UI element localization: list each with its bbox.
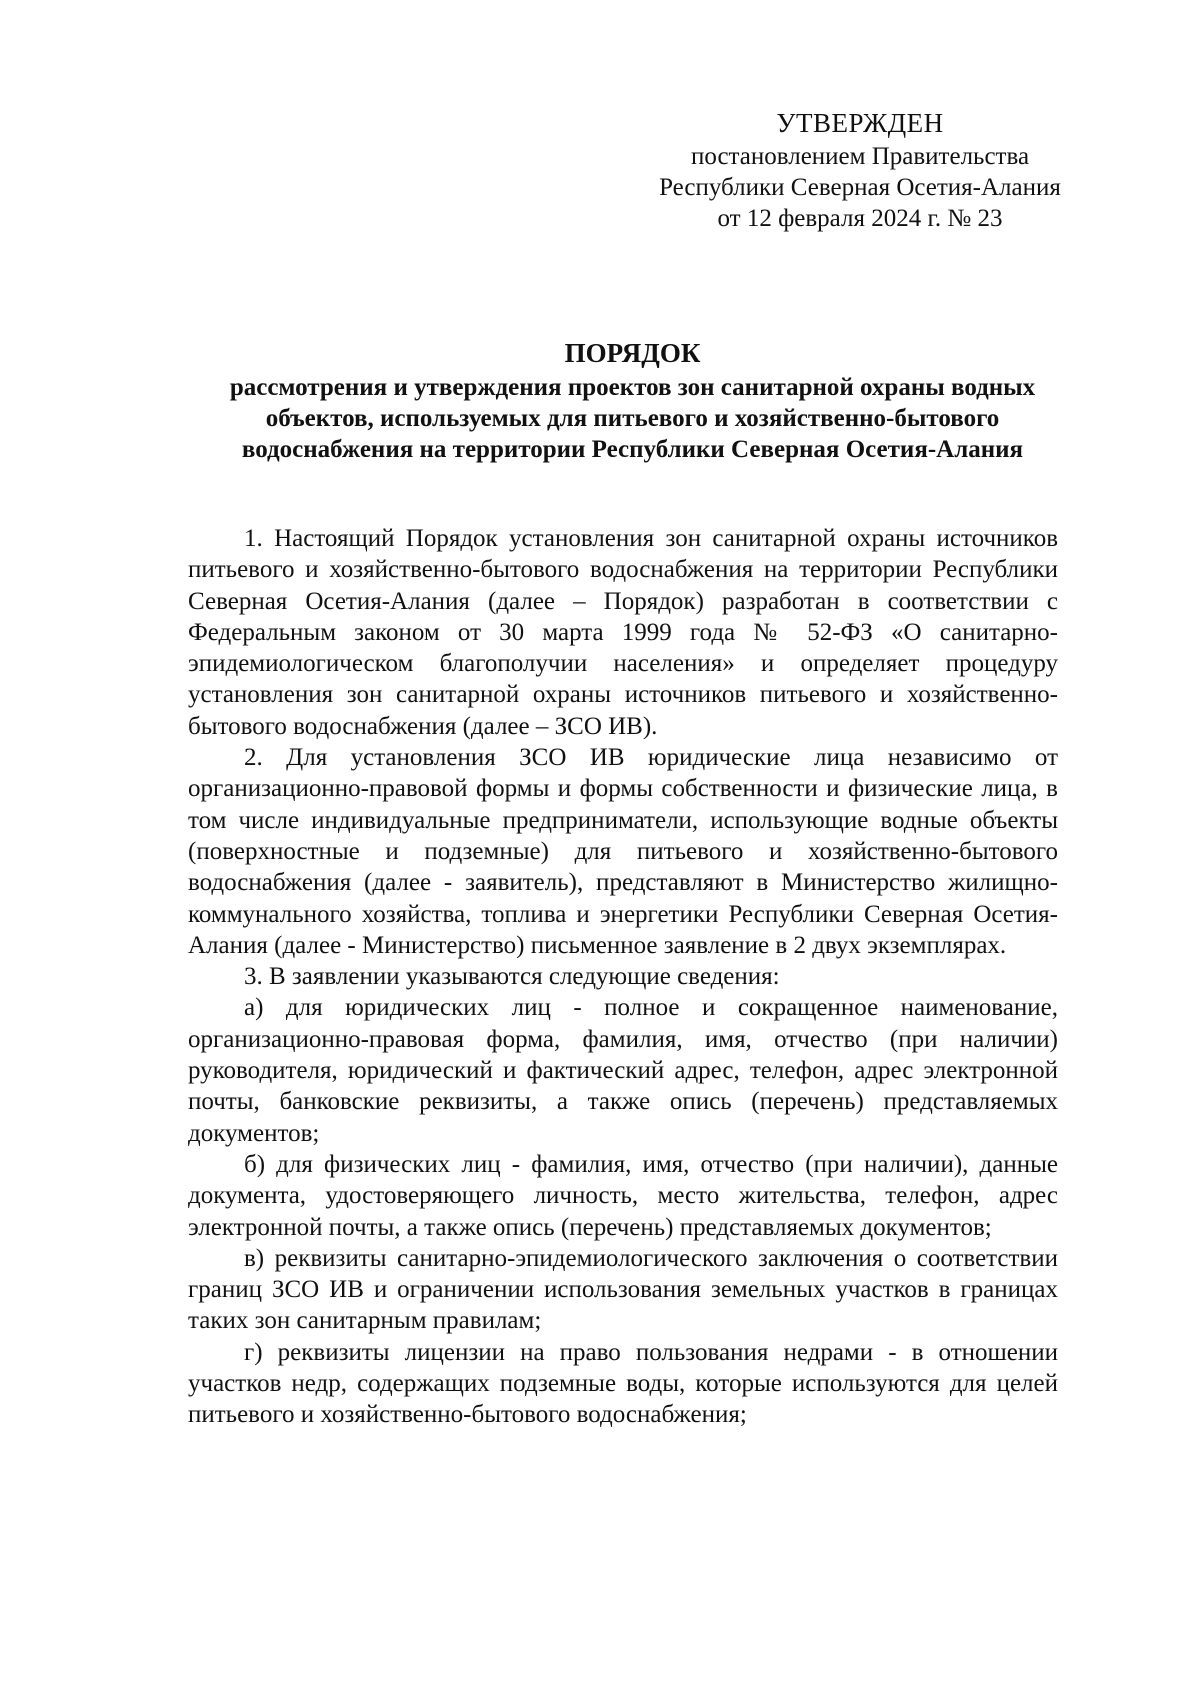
approval-stamp — [640, 108, 1080, 234]
paragraph-3: 3. В заявлении указываются следующие сведения: — [244, 963, 780, 991]
paragraph-3b: б) для физических лиц - фамилия, имя, отчество (при наличии), данные документа, удостоверяющего личность, место жительства, телефон, адрес электронной почты, а также опись (перечень) представляемых документов; — [188, 1150, 1058, 1241]
approval-line-3: от 12 февраля 2024 г. № 23 — [717, 205, 1003, 232]
document-title: ПОРЯДОК — [564, 338, 701, 368]
paragraph-2: 2. Для установления ЗСО ИВ юридические лица независимо от организационно-правовой формы и формы собственности и физические лица, в том числе индивидуальные предприниматели, использующие водные объекты (поверхностные и подземные) для питьевого и хозяйственно-бытового водоснабжения (далее - заявитель), представляют в Министерство жилищно-коммунального хозяйства, топлива и энергетики Республики Северная Осетия-Алания (далее - Министерство) письменное заявление в 2 двух экземплярах. — [188, 744, 1058, 959]
paragraph-3g: г) реквизиты лицензии на право пользования недрами - в отношении участков недр, содержащих подземные воды, которые используются для целей питьевого и хозяйственно-бытового водоснабжения; — [188, 1338, 1058, 1429]
paragraph-3a: а) для юридических лиц - полное и сокращенное наименование, организационно-правовая форма, фамилия, имя, отчество (при наличии) руководителя, юридический и фактический адрес, телефон, адрес электронной почты, банковские реквизиты, а также опись (перечень) представляемых документов; — [188, 994, 1058, 1147]
approval-title: УТВЕРЖДЕН — [776, 108, 944, 138]
document-subtitle: рассмотрения и утверждения проектов зон санитарной охраны водных объектов, используемых для питьевого и хозяйственно-бытового водоснабжения на территории Республики Северная Осетия-Алания — [229, 374, 1036, 463]
document-body — [188, 523, 1058, 1431]
paragraph-3v: в) реквизиты санитарно-эпидемиологического заключения о соответствии границ ЗСО ИВ и ограничении использования земельных участков в границах таких зон санитарным правилам; — [188, 1244, 1058, 1335]
paragraph-1: 1. Настоящий Порядок установления зон санитарной охраны источников питьевого и хозяйственно-бытового водоснабжения на территории Республики Северная Осетия-Алания (далее – Порядок) разработан в соответствии с Федеральным законом от 30 марта 1999 года № 52-ФЗ «О санитарно-эпидемиологическом благополучии населения» и определяет процедуру установления зон санитарной охраны источников питьевого и хозяйственно-бытового водоснабжения (далее – ЗСО ИВ). — [188, 525, 1058, 740]
approval-line-1: постановлением Правительства — [690, 143, 1030, 170]
document-heading — [215, 336, 1050, 465]
approval-line-2: Республики Северная Осетия-Алания — [659, 174, 1061, 201]
